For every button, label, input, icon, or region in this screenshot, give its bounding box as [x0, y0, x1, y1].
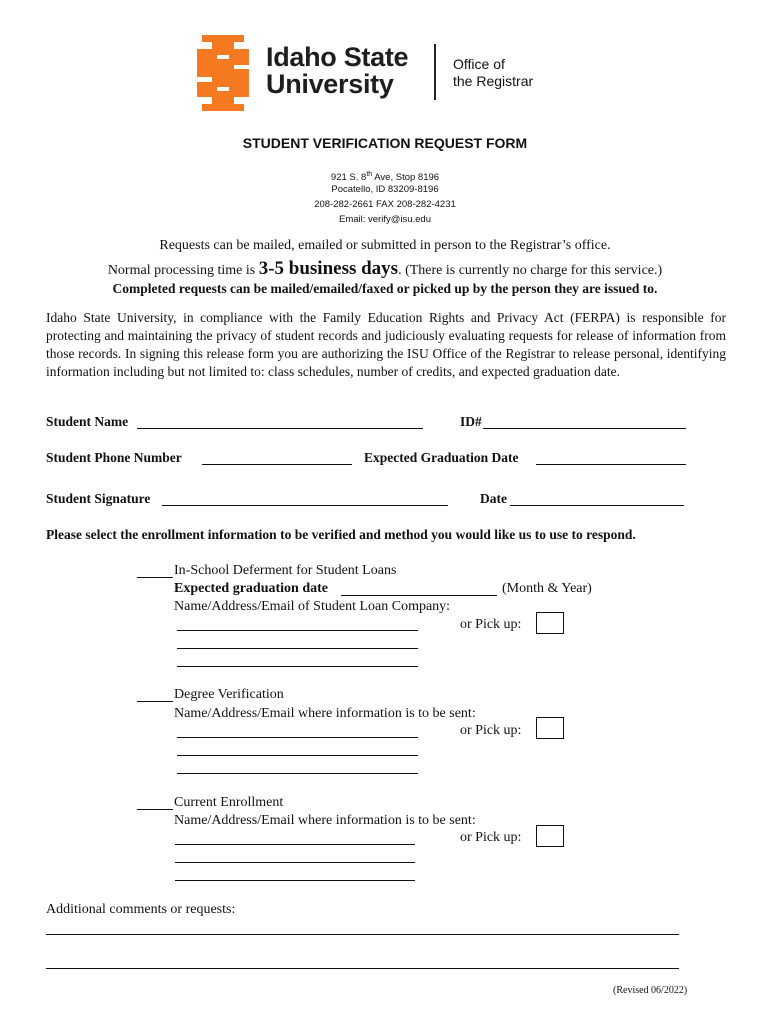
- processing-time: Normal processing time is 3-5 business days. (There is currently no charge for this service.): [107, 258, 663, 279]
- degree-address-line-2[interactable]: [177, 755, 418, 756]
- enrollment-address-line-3[interactable]: [175, 880, 415, 881]
- comments-label: Additional comments or requests:: [46, 902, 236, 917]
- phone-label: Student Phone Number: [46, 450, 182, 465]
- office-name: Office of the Registrar: [453, 56, 534, 89]
- enrollment-label: Current Enrollment: [174, 795, 284, 810]
- university-name: Idaho State University: [266, 42, 409, 99]
- deferment-address-line-1[interactable]: [177, 630, 418, 631]
- ferpa-statement: Idaho State University, in compliance with the Family Education Rights and Privacy Act (FERPA) is responsible for protecting and maintaining the privacy of student records and judiciously evaluating requests for release of information from those records. In signing this release form you are authorizing the ISU Office of the Registrar to release personal, identifying information including but not limited to: class schedules, number of credits, and expected graduation date.: [46, 310, 726, 379]
- deferment-address-line-2[interactable]: [177, 648, 418, 649]
- enrollment-pickup-checkbox[interactable]: [536, 825, 564, 847]
- deferment-address-label: Name/Address/Email of Student Loan Company:: [174, 599, 451, 614]
- degree-pickup-label: or Pick up:: [460, 723, 522, 738]
- logo-divider: [434, 44, 436, 100]
- degree-address-label: Name/Address/Email where information is to be sent:: [174, 706, 476, 721]
- deferment-pickup-checkbox[interactable]: [536, 612, 564, 634]
- comments-line-2[interactable]: [46, 968, 679, 969]
- enrollment-address-line-2[interactable]: [175, 862, 415, 863]
- deferment-pickup-label: or Pick up:: [460, 617, 522, 632]
- signature-label: Student Signature: [46, 491, 151, 506]
- degree-address-line-3[interactable]: [177, 773, 418, 774]
- deferment-check-line[interactable]: [137, 577, 173, 578]
- student-name-label: Student Name: [46, 414, 129, 429]
- grad-date-field[interactable]: [536, 464, 686, 465]
- degree-address-line-1[interactable]: [177, 737, 418, 738]
- enrollment-pickup-label: or Pick up:: [460, 830, 522, 845]
- deferment-grad-label: Expected graduation date: [174, 581, 328, 596]
- id-field[interactable]: [483, 428, 686, 429]
- deferment-address-line-3[interactable]: [177, 666, 418, 667]
- isu-logo-icon: [197, 35, 249, 111]
- signature-field[interactable]: [162, 505, 448, 506]
- deferment-grad-field[interactable]: [341, 595, 497, 596]
- id-label: ID#: [460, 414, 482, 429]
- revised-date: (Revised 06/2022): [613, 985, 688, 996]
- address-phone-fax: 208-282-2661 FAX 208-282-4231: [314, 199, 456, 210]
- address-street: 921 S. 8th Ave, Stop 8196: [330, 171, 440, 184]
- grad-date-label: Expected Graduation Date: [364, 450, 519, 465]
- enrollment-address-label: Name/Address/Email where information is to be sent:: [174, 813, 476, 828]
- phone-field[interactable]: [202, 464, 352, 465]
- student-name-field[interactable]: [137, 428, 423, 429]
- select-prompt: Please select the enrollment information to be verified and method you would like us to use to respond.: [46, 527, 636, 542]
- pickup-info: Completed requests can be mailed/emailed/faxed or picked up by the person they are issued to.: [112, 281, 658, 296]
- degree-pickup-checkbox[interactable]: [536, 717, 564, 739]
- submission-info: Requests can be mailed, emailed or submitted in person to the Registrar’s office.: [159, 238, 611, 253]
- address-city: Pocatello, ID 83209-8196: [331, 184, 439, 195]
- deferment-grad-hint: (Month & Year): [502, 581, 592, 596]
- degree-label: Degree Verification: [174, 687, 284, 702]
- enrollment-address-line-1[interactable]: [175, 844, 415, 845]
- enrollment-check-line[interactable]: [137, 809, 173, 810]
- form-title: STUDENT VERIFICATION REQUEST FORM: [242, 135, 528, 151]
- degree-check-line[interactable]: [137, 701, 173, 702]
- address-email: Email: verify@isu.edu: [338, 214, 431, 225]
- comments-line-1[interactable]: [46, 934, 679, 935]
- date-label: Date: [480, 491, 507, 506]
- deferment-label: In-School Deferment for Student Loans: [174, 563, 397, 578]
- date-field[interactable]: [510, 505, 684, 506]
